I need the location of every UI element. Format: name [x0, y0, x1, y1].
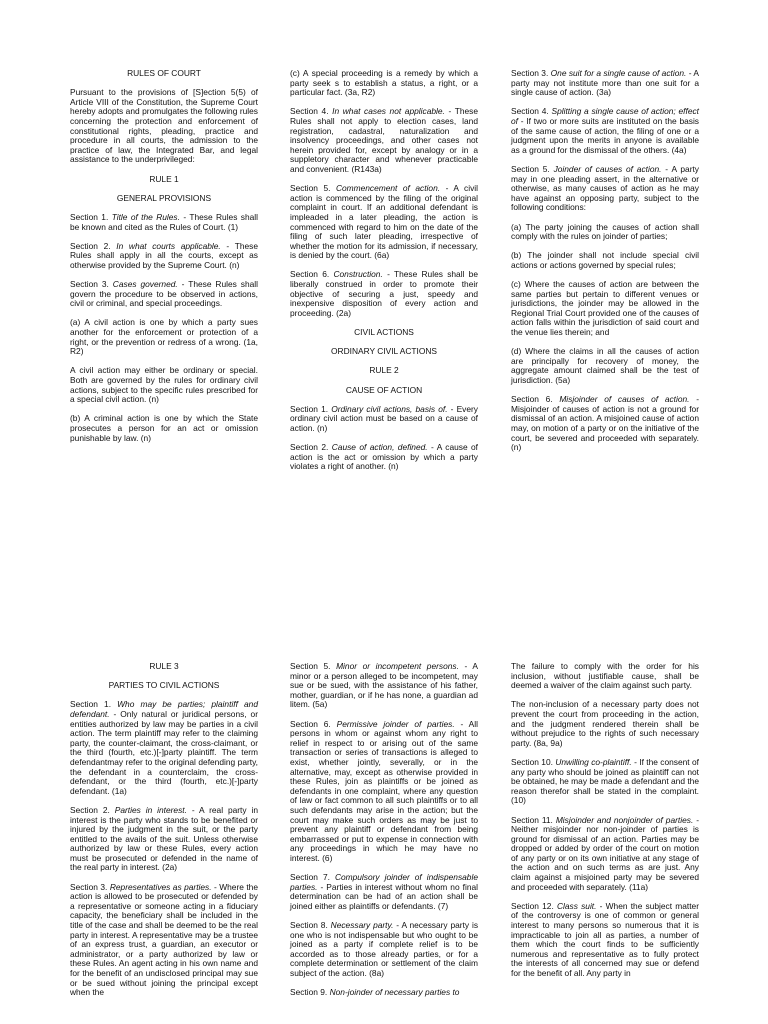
body-paragraph: A civil action may either be ordinary or special. Both are governed by the rules for ordinary civil actions, subject to the specific rules prescribed for a special civil action. (n)	[70, 365, 258, 405]
section-title: One suit for a single cause of action.	[550, 68, 687, 78]
section-number: Section 1.	[70, 211, 112, 222]
section-title: Cause of action, defined.	[331, 442, 428, 453]
section-paragraph	[290, 184, 478, 261]
body-paragraph: (c) A special proceeding is a remedy by which a party seek s to establish a status, a right, or a particular fact. (3a, R2)	[290, 68, 478, 98]
section-title: Unwilling co-plaintiff.	[555, 756, 632, 767]
section-title: Parties in interest.	[114, 804, 187, 815]
page-2	[0, 510, 768, 1020]
section-title: Class suit.	[556, 900, 597, 911]
section-title: Who may be parties; plaintiff and defendant.	[70, 699, 259, 719]
section-title: Permissive joinder of parties.	[336, 718, 455, 729]
section-number: Section 6.	[511, 394, 560, 405]
body-paragraph: The non-inclusion of a necessary party does not prevent the court from proceeding in the action, and the judgment rendered therein shall be without prejudice to the rights of such necessary party. (8a, 9a)	[511, 699, 699, 748]
section-number: Section 6.	[290, 269, 334, 280]
section-paragraph	[70, 213, 258, 232]
section-number: Section 4.	[511, 106, 552, 117]
section-body: - A minor or a person alleged to be incompetent, may sue or be sued, with the assistance of his father, mother, guardian, or if he has none, a guardian ad litem. (5a)	[290, 661, 478, 710]
section-paragraph	[290, 270, 478, 318]
section-paragraph	[290, 107, 478, 174]
section-paragraph	[70, 242, 258, 271]
section-number: Section 6.	[290, 718, 337, 729]
section-number: Section 2.	[70, 804, 115, 815]
section-title: Commencement of action.	[335, 183, 441, 194]
section-paragraph	[70, 280, 258, 309]
section-heading: ORDINARY CIVIL ACTIONS	[331, 346, 437, 357]
section-number: Section 5.	[511, 163, 554, 174]
section-heading: RULE 2	[369, 365, 399, 376]
section-number: Section 4.	[290, 106, 333, 117]
section-number: Section 2.	[70, 240, 117, 251]
section-body: - A party may not institute more than one suit for a single cause of action. (3a)	[511, 68, 699, 98]
section-paragraph	[511, 165, 699, 213]
section-title: Compulsory joinder of indispensable parties.	[290, 872, 478, 892]
section-body: - These Rules shall not apply to election cases, land registration, cadastral, naturalization and insolvency proceedings, and other cases not herein provided for, except by analogy or in a suppletory character and whenever practicable and convenient. (R143a)	[290, 106, 479, 174]
section-title: Joinder of causes of action.	[553, 163, 662, 174]
section-title: Splitting a single cause of action; effect of	[511, 106, 699, 126]
section-number: Section 1.	[70, 699, 118, 710]
section-body: - Every ordinary civil action must be based on a cause of action. (n)	[290, 403, 478, 433]
body-paragraph: (b) A criminal action is one by which the State prosecutes a person for an act or omission punishable by law. (n)	[70, 413, 258, 443]
section-title: In what courts applicable.	[116, 240, 221, 251]
section-body: - A real party in interest is the party who stands to be benefited or injured by the judgment in the suit, or the party entitled to the avails of the suit. Unless otherwise authorized by law or these Rules, every action must be prosecuted or defended in the name of the real party in interest. (2a)	[70, 804, 258, 873]
column-3	[511, 69, 699, 462]
section-title: Title of the Rules.	[111, 211, 180, 222]
section-heading: RULE 1	[149, 173, 179, 184]
section-number: Section 7.	[290, 872, 335, 883]
section-body: - These Rules shall govern the procedure to be observed in actions, civil or criminal, and special proceedings.	[70, 279, 258, 309]
section-title: Non-joinder of necessary parties to	[329, 987, 460, 998]
section-paragraph	[290, 873, 478, 911]
section-heading: CIVIL ACTIONS	[354, 327, 414, 338]
section-body: - A party may in one pleading assert, in the alternative or otherwise, as many causes of action as he may have against an opposing party, subject to the following conditions:	[511, 163, 699, 213]
section-paragraph	[70, 700, 258, 796]
body-paragraph: (c) Where the causes of action are between the same parties but pertain to different venues or jurisdictions, the joinder may be allowed in the Regional Trial Court provided one of the causes of action falls within the jurisdiction of said court and the venue lies therein; and	[511, 279, 699, 338]
section-body: - Where the action is allowed to be prosecuted or defended by a representative or someone acting in a fiduciary capacity, the beneficiary shall be included in the title of the case and shall be deemed to be the real party in interest. A representative may be a trustee of an express trust, a guardian, an executor or administrator, or a party authorized by law or these Rules. An agent acting in his own name and for the benefit of an undisclosed principal may sue or be sued without joining the principal except when the	[70, 881, 259, 998]
section-number: Section 5.	[290, 183, 336, 194]
section-paragraph	[290, 988, 478, 998]
section-heading: GENERAL PROVISIONS	[116, 192, 212, 203]
section-number: Section 1.	[290, 403, 332, 414]
section-title: Ordinary civil actions, basis of.	[331, 403, 448, 414]
column-3	[511, 662, 699, 988]
section-body: - If two or more suits are instituted on the basis of the same cause of action, the filing of one or a judgment upon the merits in anyone is available as a ground for the dismissal of the others. (4a)	[511, 115, 699, 155]
body-paragraph: (a) The party joining the causes of action shall comply with the rules on joinder of parties;	[511, 221, 699, 242]
body-paragraph: (b) The joinder shall not include special civil actions or actions governed by special rules;	[511, 250, 699, 270]
section-paragraph	[511, 69, 699, 98]
section-body: - A civil action is commenced by the filing of the original complaint in court. If an additional defendant is impleaded in a later pleading, the action is commenced with regard to him on the date of the filing of such later pleading, irrespective of whether the motion for its admission, if necessary, is denied by the court. (6a)	[290, 183, 478, 261]
section-number: Section 9.	[290, 987, 330, 998]
section-body: - Misjoinder of causes of action is not a ground for dismissal of an action. A misjoined cause of action may, on motion of a party or on the initiative of the court, be severed and proceeded with separately. (n)	[511, 394, 699, 453]
section-heading: RULES OF COURT	[127, 68, 201, 78]
column-1	[70, 662, 258, 1007]
section-number: Section 5.	[290, 661, 337, 671]
section-body: - A cause of action is the act or omission by which a party violates a right of another. (n)	[290, 442, 479, 472]
section-body: - These Rules shall apply in all the courts, except as otherwise provided by the Supreme Court. (n)	[70, 240, 258, 270]
body-paragraph: (a) A civil action is one by which a party sues another for the enforcement or protection of a right, or the prevention or redress of a wrong. (1a, R2)	[70, 317, 258, 357]
section-paragraph	[511, 107, 699, 155]
section-paragraph	[511, 758, 699, 806]
section-paragraph	[511, 902, 699, 979]
section-number: Section 3.	[511, 68, 551, 78]
section-paragraph	[511, 395, 699, 453]
section-paragraph	[70, 883, 258, 998]
section-title: Cases governed.	[112, 279, 178, 290]
section-title: Construction.	[333, 269, 383, 280]
section-body: - Only natural or juridical persons, or entities authorized by law may be parties in a civil action. The term plaintiff may refer to the claiming party, the counter-claimant, the cross-claimant, or the third (fourth, etc.)[-]party plaintiff. The term defendantmay refer to the original defending party, the defendant in a counterclaim, the cross-defendant, or the third (fourth, etc.)[-]party defendant. (1a)	[70, 708, 258, 796]
section-body: - These Rules shall be liberally construed in order to promote their objective of securing a just, speedy and inexpensive disposition of every action and proceeding. (2a)	[290, 269, 478, 318]
section-number: Section 2.	[290, 442, 332, 453]
section-heading: CAUSE OF ACTION	[345, 384, 423, 395]
section-number: Section 12.	[511, 900, 557, 911]
column-1	[70, 69, 258, 453]
page-1	[0, 0, 768, 510]
section-title: Misjoinder of causes of action.	[559, 394, 690, 405]
section-title: Minor or incompetent persons.	[336, 661, 459, 671]
section-number: Section 3.	[70, 881, 110, 892]
section-heading: RULE 3	[149, 661, 179, 671]
section-title: In what cases not applicable.	[332, 106, 445, 117]
section-title: Representatives as parties.	[109, 881, 212, 892]
section-number: Section 10.	[511, 756, 556, 767]
section-paragraph	[290, 443, 478, 472]
section-paragraph	[290, 720, 478, 864]
section-body: - These Rules shall be known and cited as the Rules of Court. (1)	[70, 211, 258, 232]
section-number: Section 3.	[70, 279, 113, 290]
section-body: - If the consent of any party who should be joined as plaintiff can not be obtained, he may be made a defendant and the reason therefor shall be stated in the complaint. (10)	[511, 756, 699, 806]
body-paragraph: (d) Where the claims in all the causes of action are principally for recovery of money, the aggregate amount claimed shall be the test of jurisdiction. (5a)	[511, 346, 699, 385]
section-title: Necessary party.	[330, 920, 394, 931]
section-number: Section 8.	[290, 920, 331, 931]
section-body: - Parties in interest without whom no final determination can be had of an action shall be joined either as plaintiffs or defendants. (7)	[290, 881, 478, 911]
section-body: - All persons in whom or against whom any right to relief in respect to or arising out of the same transaction or series of transactions is alleged to exist, whether jointly, severally, or in the alternative, may, except as otherwise provided in these Rules, join as plaintiffs or be joined as defendants in one complaint, where any question of law or fact common to all such plaintiffs or to all such defendants may arise in the action; but the court may make such orders as may be just to prevent any plaintiff or defendant from being embarrassed or put to expense in connection with any proceedings in which he may have no interest. (6)	[290, 718, 478, 863]
section-number: Section 11.	[511, 814, 556, 825]
section-heading: PARTIES TO CIVIL ACTIONS	[108, 680, 220, 691]
section-title: Misjoinder and nonjoinder of parties.	[555, 814, 694, 825]
section-paragraph	[290, 921, 478, 979]
section-paragraph	[511, 816, 699, 893]
section-paragraph	[70, 806, 258, 873]
column-2	[290, 69, 478, 482]
body-paragraph: The failure to comply with the order for his inclusion, without justifiable cause, shall be deemed a waiver of the claim against such party.	[511, 661, 699, 691]
column-2	[290, 662, 478, 1007]
section-paragraph	[290, 405, 478, 434]
body-paragraph: Pursuant to the provisions of [S]ection 5(5) of Article VIII of the Constitution, the Supreme Court hereby adopts and promulgates the following rules concerning the protection and enforcement of constitutional rights, pleading, practice and procedure in all courts, the admission to the practice of law, the Integrated Bar, and legal assistance to the underprivileged:	[70, 87, 258, 165]
section-body: - Neither misjoinder nor non-joinder of parties is ground for dismissal of an action. Parties may be dropped or added by order of the court on motion of any party or on its own initiative at any stage of the action and on such terms as are just. Any claim against a misjoined party may be severed and proceeded with separately. (11a)	[511, 814, 700, 892]
section-body: - When the subject matter of the controversy is one of common or general interest to many persons so numerous that it is impracticable to join all as parties, a number of them which the court finds to be sufficiently numerous and representative as to fully protect the interests of all concerned may sue or defend for the benefit of all. Any party in	[511, 900, 699, 978]
section-body: - A necessary party is one who is not indispensable but who ought to be joined as a party if complete relief is to be accorded as to those already parties, or for a complete determination or settlement of the claim subject of the action. (8a)	[290, 920, 479, 978]
section-paragraph	[290, 662, 478, 710]
